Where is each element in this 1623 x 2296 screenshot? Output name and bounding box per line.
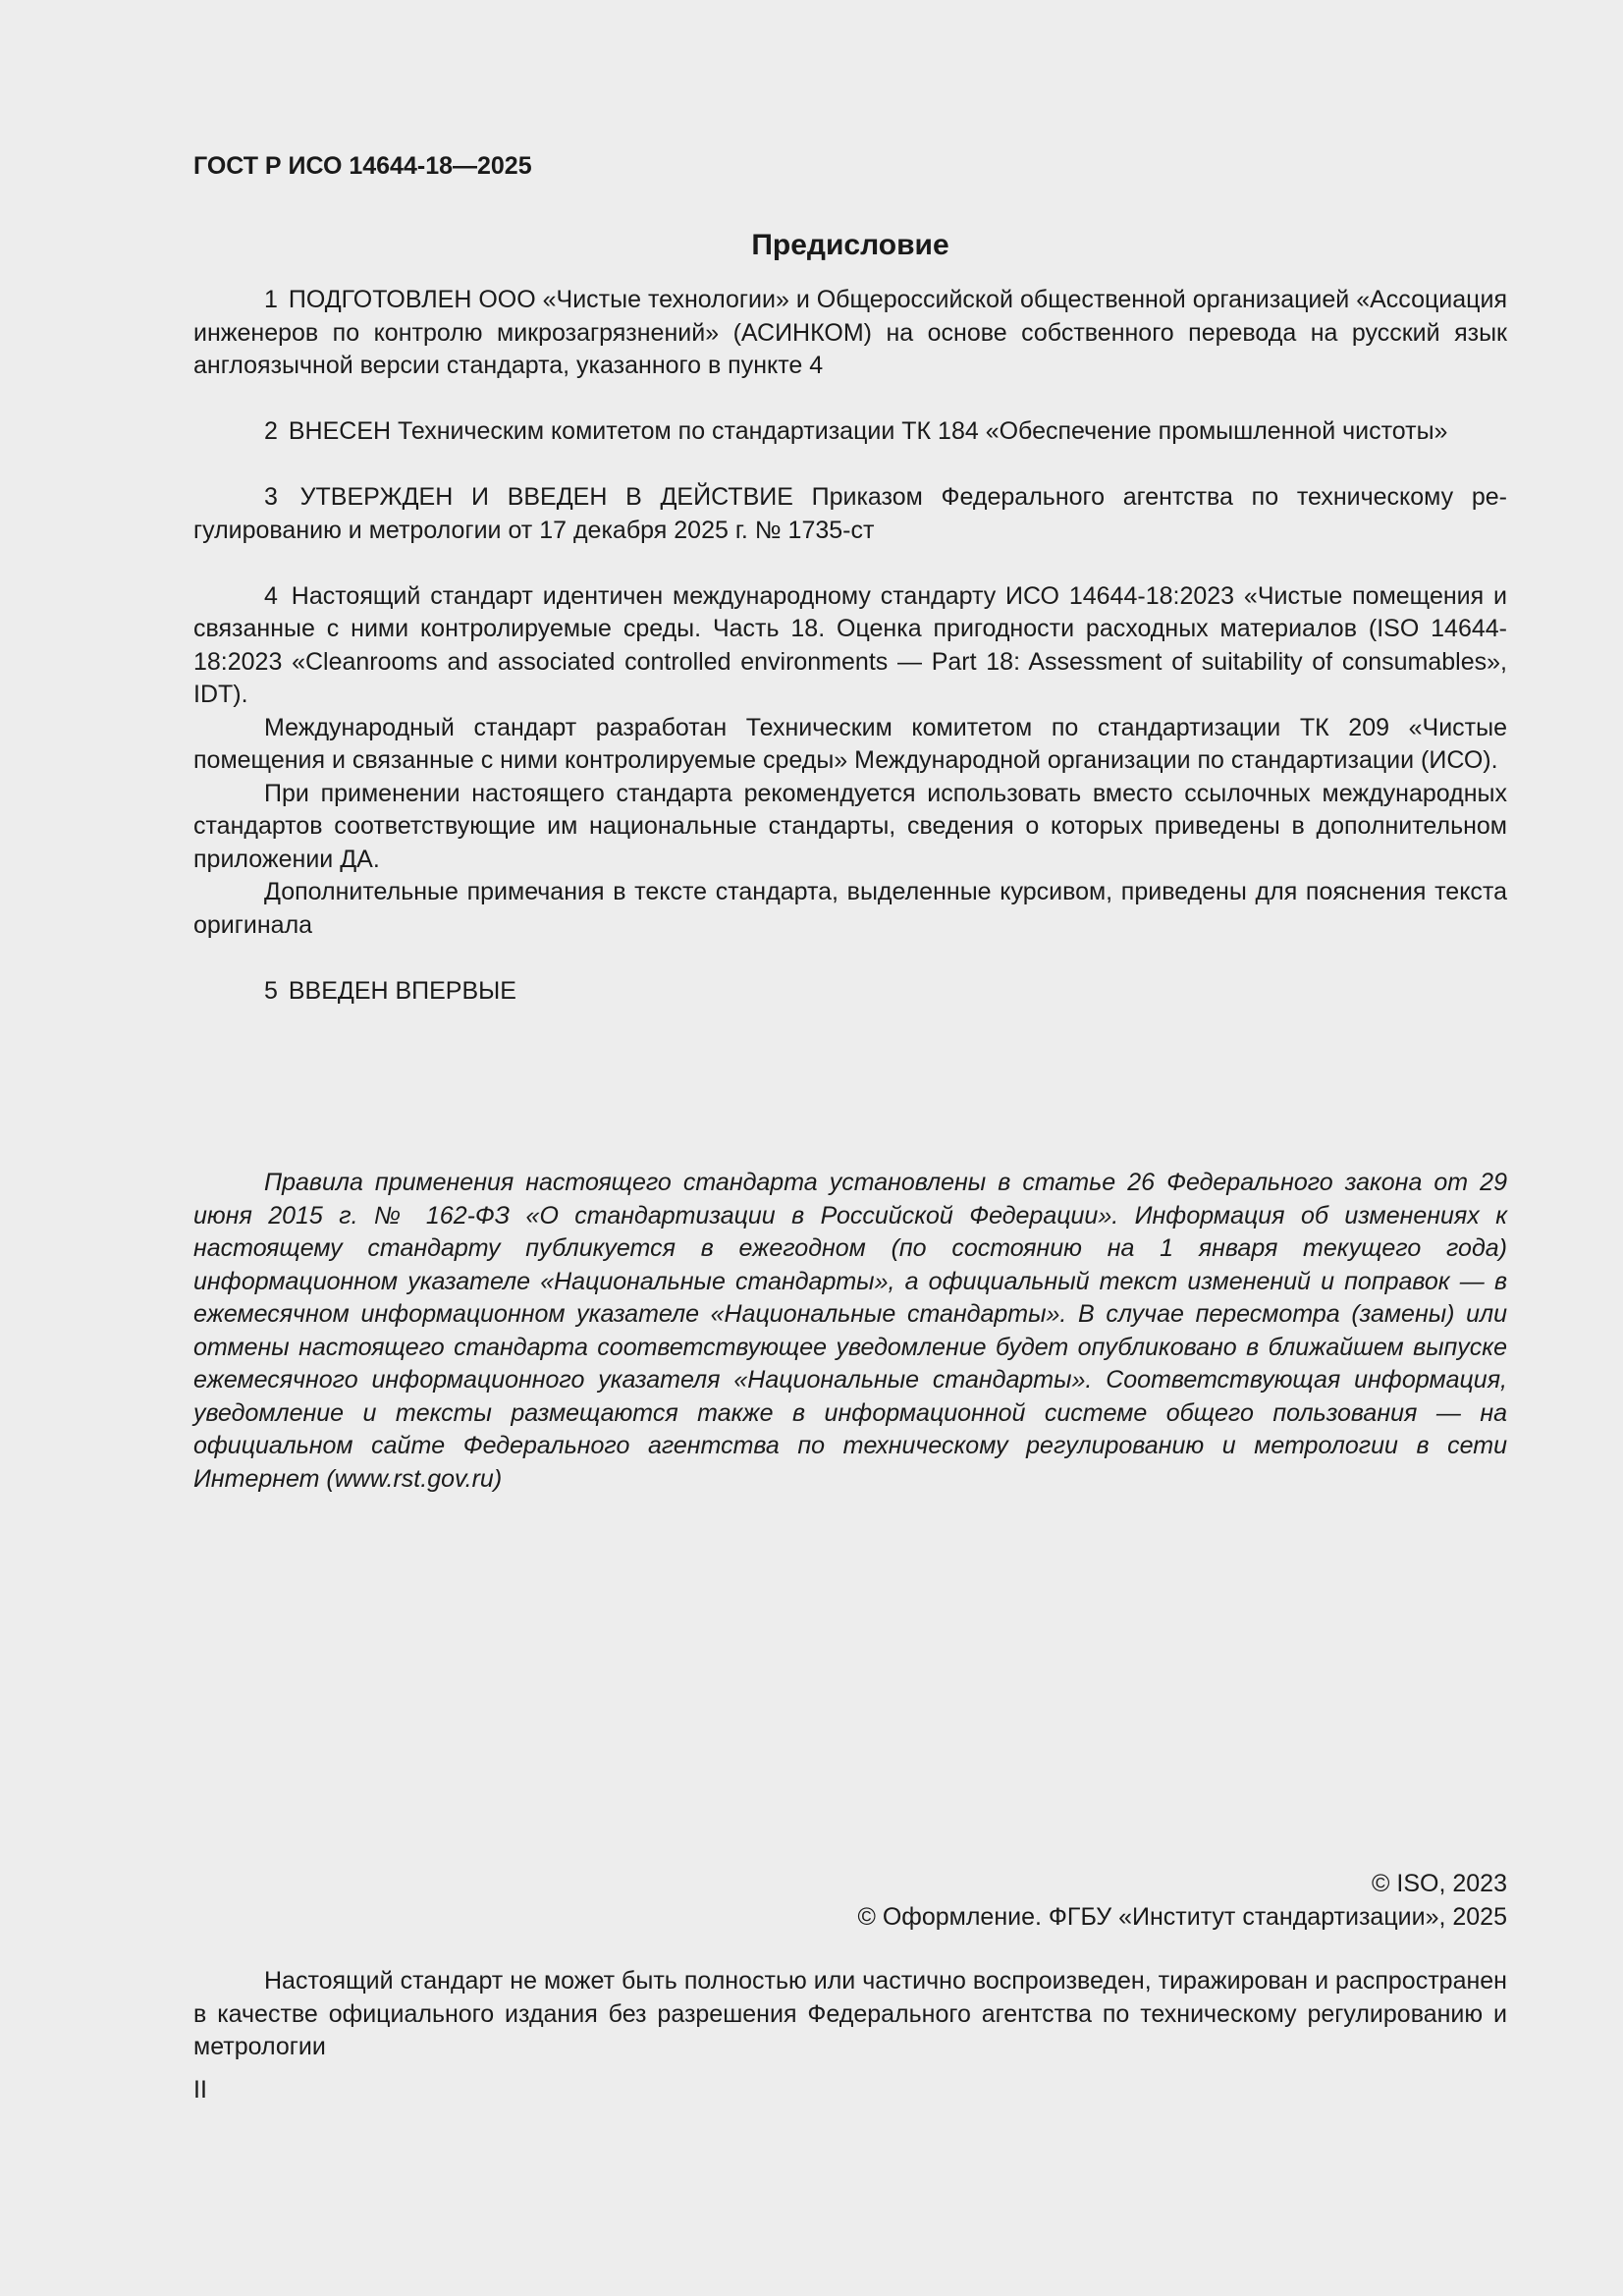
foreword-item-4-paragraph: Международный стандарт разработан Техническим комитетом по стандартизации ТК 209 «Чистые помещения и связанные с ними контролируемые среды» Международной организации по стандартизации (ИСО).: [193, 713, 1507, 774]
item-number: 5: [264, 976, 278, 1005]
copyright-block: [193, 1868, 1507, 1934]
foreword-item-2: [193, 415, 1507, 449]
item-number: 2: [264, 417, 278, 445]
foreword-item-4-paragraph: При применении настоящего стандарта рекомендуется использовать вместо ссылочных международных стандартов соответствующие им национальные стандарты, сведения о которых приведены в дополнительном приложении ДА.: [193, 779, 1507, 873]
foreword-item-4-paragraph: Дополнительные примечания в тексте стандарта, выделенные курсивом, приведены для пояснения текста оригинала: [193, 878, 1507, 939]
application-rules-notice: [193, 1167, 1507, 1496]
item-number: 4: [264, 581, 278, 610]
item-number: 1: [264, 286, 278, 313]
document-page: [193, 0, 1507, 2296]
item-text: ПОДГОТОВЛЕН ООО «Чистые технологии» и Общероссийской общественной организацией «Ассоциация инженеров по контролю микрозагрязнений» (АСИНКОМ) на основе собственного перевода на русский язык англоязычной версии стандарта, указанного в пункте 4: [193, 286, 1507, 379]
notice-text: Правила применения настоящего стандарта установлены в статье 26 Федерального закона от 29 июня 2015 г. № 162-ФЗ «О стандартизации в Российской Федерации». Информация об изменениях к настоящему стандарту публикуется в ежегодном (по состоянию на 1 января текущего года) информационном указателе «Национальные стандарты», а официальный текст изменений и поправок — в ежемесячном информационном указателе «Национальные стандарты». В случае пересмотра (замены) или отмены настоящего стандарта соответствующее уведомление будет опубликовано в ближайшем выпуске ежемесячного информационного указателя «Национальные стандарты». Соответствующая информация, уведомление и тексты размещаются также в информационной системе общего пользования — на официальном сайте Федерального агентства по техническому регулированию и метрологии в сети Интернет (www.rst.gov.ru): [193, 1169, 1507, 1493]
foreword-item-5: [193, 975, 1507, 1009]
foreword-item-1: [193, 284, 1507, 383]
item-text: УТВЕРЖДЕН И ВВЕДЕН В ДЕЙСТВИЕ Приказом Федерального агентства по техническому регулированию и метрологии от 17 декабря 2025 г. № 1735-ст: [193, 483, 1507, 544]
page-number: II: [193, 2076, 207, 2104]
foreword-body: [193, 284, 1507, 1008]
copyright-design: © Оформление. ФГБУ «Институт стандартизации», 2025: [857, 1902, 1507, 1931]
page-title: Предисловие: [751, 229, 949, 261]
document-id: ГОСТ Р ИСО 14644-18—2025: [193, 152, 532, 180]
item-number: 3: [264, 483, 278, 511]
item-text: ВВЕДЕН ВПЕРВЫЕ: [288, 976, 516, 1005]
foreword-item-3: [193, 481, 1507, 547]
item-text: Настоящий стандарт идентичен международному стандарту ИСО 14644-18:2023 «Чистые помещения и связанные с ними контролируемые среды. Часть 18. Оценка пригодности расходных материалов (ISO 14644-18:2023 «Cleanrooms and associated controlled environments — Part 18: Assessment of suitability of consumables», IDT).: [193, 581, 1507, 708]
foreword-item-4: [193, 580, 1507, 712]
item-text: ВНЕСЕН Техническим комитетом по стандартизации ТК 184 «Обеспечение промышленной чистоты»: [288, 417, 1448, 445]
copyright-iso: © ISO, 2023: [1372, 1870, 1507, 1897]
reproduction-notice: [193, 1965, 1507, 2064]
reproduction-text: Настоящий стандарт не может быть полностью или частично воспроизведен, тиражирован и распространен в качестве официального издания без разрешения Федерального агентства по техническому регулированию и метрологии: [193, 1967, 1507, 2060]
